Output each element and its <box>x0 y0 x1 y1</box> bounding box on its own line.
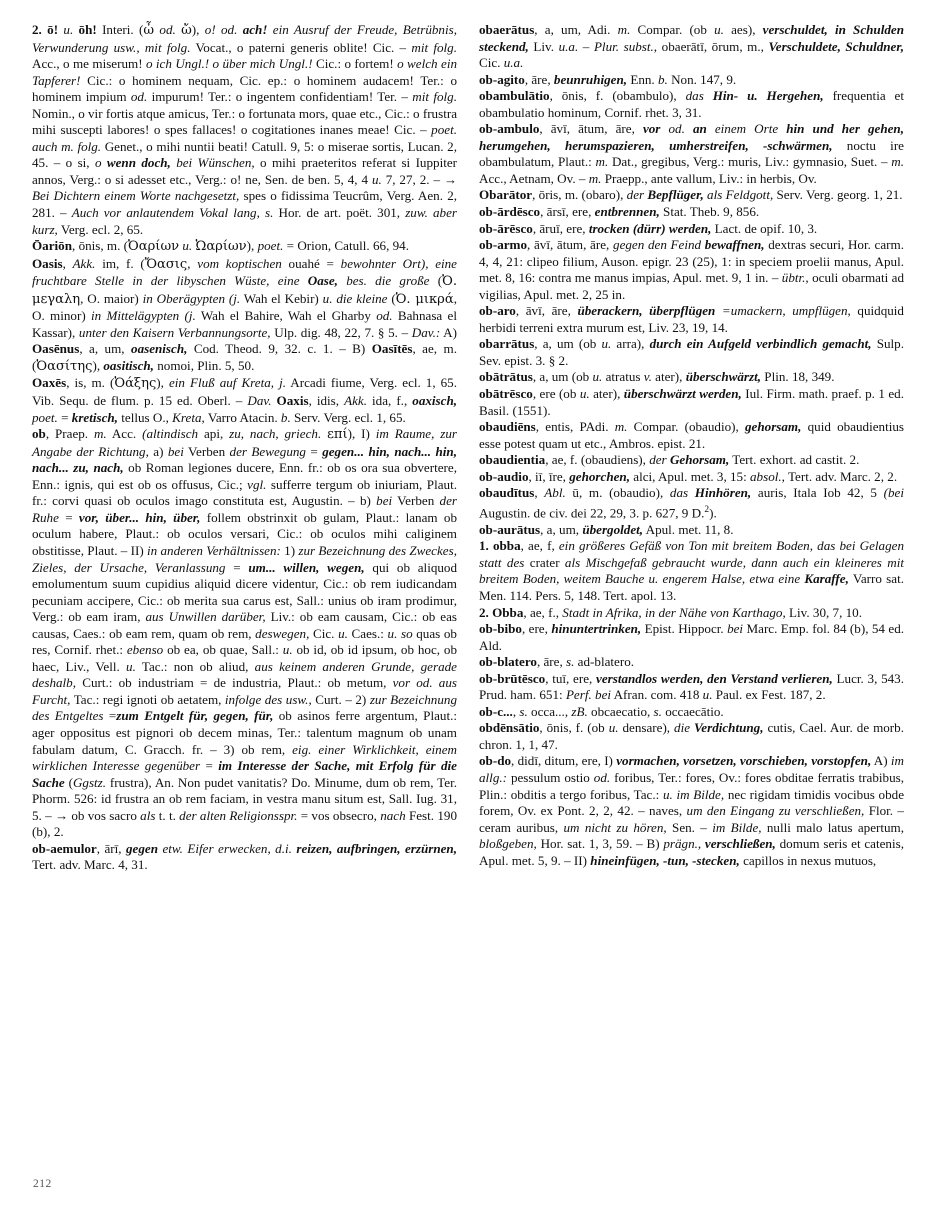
dictionary-entry: Oaxēs, is, m. (Ὀάξης), ein Fluß auf Kreta, j. Arcadi fiume, Verg. ecl. 1, 65. Vib. Sequ. de flum. p. 15 ed. Oberl. – Dav. Oaxis, idis, Akk. ida, f., oaxisch, poet. = kretisch, tellus O., Kreta, Varro Atacin. b. Serv. Verg. ecl. 1, 65. <box>32 375 458 425</box>
dictionary-entry: ob-armo, āvī, ātum, āre, gegen den Feind bewaffnen, dextras securi, Hor. carm. 4, 4, 21: clipeo filium, Auson. epigr. 23 (25), 1: in speciem proelii manus, Apul. met. 8, 16: contra me manus impias, Apul. met. 9, 1 in. – übtr., oculi obarmati ad vigilias, Apul. met. 2, 25 in. <box>479 237 904 302</box>
dictionary-entry: obātrātus, a, um (ob u. atratus v. ater), überschwärzt, Plin. 18, 349. <box>479 369 835 385</box>
dictionary-entry: ob-ambulo, āvī, ātum, āre, vor od. an einem Orte hin und her gehen, herumgehen, herumspazieren, umherstreifen, -schwärmen, noctu ire obambulatum, Plaut.: m. Dat., gregibus, Verg.: muris, Liv.: gymnasio, Suet. – m. Acc., Aetnam, Ov. – m. Praepp., ante vallum, Liv.: in herbis, Ov. <box>479 121 904 186</box>
dictionary-entry: 2. ō! u. ōh! Interi. (ὦ od. ὤ), o! od. ach! ein Ausruf der Freude, Betrübnis, Verwunderung usw., mit folg. Vocat., o paterni generis oblite! Cic. – mit folg. Acc., o me miserum! o ich Ungl.! o über mich Ungl.! Cic.: o fortem! o welch ein Tapferer! Cic.: o hominem nequam, Cic. ep.: o hominem audacem! Ter.: o hominem impium od. impurum! Ter.: o ingentem confidentiam! Ter. – mit folg. Nomin., o vir fortis atque amicus, Ter.: o fortunata mors, quae etc., Cic.: o frustra mihi suscepti labores! o spes fallaces! o cogitationes inanes meae! Cic. – poet. auch m. folg. Genet., o mihi nuntii beati! Catull. 9, 5: o miserae sortis, Lucan. 2, 45. – o si, o wenn doch, bei Wünschen, o mihi praeteritos referat si Iuppiter annos, Verg.: o si adesset etc., Verg.: o! ne, Sen. de ben. 5, 4, 4 u. 7, 27, 2. – → Bei Dichtern einem Worte nachgesetzt, spes o fidissima Teucrûm, Verg. Aen. 2, 281. – Auch vor anlautendem Vokal lang, s. Hor. de art. poët. 301, zuw. aber kurz, Verg. ecl. 2, 65. <box>32 22 458 237</box>
dictionary-entry: ob-aro, āvī, āre, überackern, überpflügen =umackern, umpflügen, quidquid herbidi terreni extra murum est, Liv. 23, 19, 14. <box>479 303 904 335</box>
dictionary-entry: 2. Obba, ae, f., Stadt in Afrika, in der Nähe von Karthago, Liv. 30, 7, 10. <box>479 604 863 620</box>
dictionary-entry: ob-brūtēsco, tuī, ere, verstandlos werden, den Verstand verlieren, Lucr. 3, 543. Prud. ham. 651: Perf. bei Afran. com. 418 u. Paul. ex Fest. 187, 2. <box>479 670 904 703</box>
dictionary-entry: obaudītus, Abl. ū, m. (obaudio), das Hinhören, auris, Itala Iob 42, 5 (bei Augustin. de civ. dei 22, 29, 3. p. 627, 9 D.$^2$). <box>479 485 904 521</box>
dictionary-entry: ob-aemulor, ārī, gegen etw. Eifer erwecken, d.i. reizen, aufbringen, erzürnen, Tert. adv. Marc. 4, 31. <box>32 840 457 873</box>
dictionary-entry: ob, Praep. m. Acc. (altindisch api, zu, nach, griech. επί), I) im Raume, zur Angabe der Richtung, a) bei Verben der Bewegung = gegen... hin, nach... hin, nach... zu, nach, ob Roman legiones ducere, Enn. fr.: ob os ora sua obvertere, Enn.: ignis, qui est ob os offusus, Cic.; vgl. sufferre tergum ob iniuriam, Plaut. fr.: corvi quasi ob oculos imago constituta est, Augustin. – b) bei Verben der Ruhe = vor, über... hin, über, follem obstrinxit ob gulam, Plaut.: lanam ob oculum habere, Plaut.: ob oculos versari, Cic.: ob oculos mihi caliginem obstitisse, Plaut. – II) in anderen Verhältnissen: 1) zur Bezeichnung des Zweckes, Zieles, der Ursache, Veranlassung = um... willen, wegen, qui ob aliquod emolumentum suum cupidius aliquid dicere videntur, Cic.: ob rem iudicandam pecuniam accipere, Cic.: ob merita sua carus est, Sall.: unius ob iram prodimur, Verg.: ob eam iram, aus Unwillen darüber, Liv.: ob eam causam, Cic.: ob eas causas, Caes.: ob eam rem, quam ob rem, deswegen, Cic. u. Caes.: u. so quas ob res, Cornif. rhet.: ebenso ob ea, ob quae, Sall.: u. ob id, ob id ipsum, ob hoc, ob haec, Liv., Vell. u. Tac.: non ob aliud, aus keinem anderen Grunde, gerade deshalb, Curt.: ob industriam = de industria, Plaut.: ob metum, vor od. aus Furcht, Tac.: regi ignoti ob aetatem, infolge des usw., Curt. – 2) zur Bezeichnung des Entgeltes =zum Entgelt für, gegen, für, ob asinos ferre argentum, Plaut.: ager oppositus est pignori ob decem minas, Ter.: talentum magnum ob unam fabulam datum, C. Gracch. fr. – 3) ob rem, eig. einer Wirklichkeit, einem wirklichen Interesse gegenüber = im Interesse der Sache, mit Erfolg für die Sache (Ggstz. frustra), An. Non pudet vanitatis? Do. Minume, dum ob rem, Ter. Phorm. 526: id frustra an ob rem faciam, in vestra manu situm est, Sall. Iug. 31, 5. – → ob vos sacro als t. t. der alten Religionsspr. = vos obsecro, nach Fest. 190 (b), 2. <box>32 426 458 840</box>
dictionary-entry: obarrātus, a, um (ob u. arra), durch ein Aufgeld verbindlich gemacht, Sulp. Sev. epist. 3. § 2. <box>479 336 905 368</box>
right-column <box>479 22 904 1152</box>
dictionary-entry: 1. obba, ae, f, ein größeres Gefäß von Ton mit breitem Boden, das bei Gelagen statt des crater als Mischgefaß gebraucht wurde, dann auch ein kleineres mit breitem Boden, weitem Bauche u. engerem Halse, etwa eine Karaffe, Varro sat. Men. 114. Pers. 5, 148. Tert. apol. 13. <box>479 538 904 603</box>
dictionary-entry: Ōariōn, ōnis, m. (Ὀαρίων u. Ὠαρίων), poet. = Orion, Catull. 66, 94. <box>32 238 409 255</box>
dictionary-entry: Oasis, Akk. im, f. (Ὄασις, vom koptischen ouahé = bewohnter Ort), eine fruchtbare Stelle in der libyschen Wüste, eine Oase, bes. die große (Ὀ. μεγαλη, O. maior) in Oberägypten (j. Wah el Kebir) u. die kleine (Ὀ. μικρά, O. minor) in Mittelägypten (j. Wah el Bahire, Wah el Gharby od. Bahnasa el Kassar), unter den Kaisern Verbannungsorte, Ulp. dig. 48, 22, 7. § 5. – Dav.: A) Oasēnus, a, um, oasenisch, Cod. Theod. 9, 32. c. 1. – B) Oasītēs, ae, m. (Ὀασίτης), oasitisch, nomoi, Plin. 5, 50. <box>32 255 457 374</box>
page-number: 212 <box>33 1178 52 1190</box>
dictionary-entry: ob-ārēsco, āruī, ere, trocken (dürr) werden, Lact. de opif. 10, 3. <box>479 220 818 236</box>
dictionary-entry: ob-bibo, ere, hinuntertrinken, Epist. Hippocr. bei Marc. Emp. fol. 84 (b), 54 ed. Ald. <box>479 621 905 653</box>
dictionary-entry: ob-audio, iī, īre, gehorchen, alci, Apul. met. 3, 15: absol., Tert. adv. Marc. 2, 2. <box>479 468 898 484</box>
dictionary-entry: obdēnsātio, ōnis, f. (ob u. densare), die Verdichtung, cutis, Cael. Aur. de morb. chron. 1, 1, 47. <box>479 720 904 752</box>
dictionary-entry: ob-ārdēsco, ārsī, ere, entbrennen, Stat. Theb. 9, 856. <box>479 204 760 220</box>
dictionary-entry: ob-do, didī, ditum, ere, I) vormachen, vorsetzen, vorschieben, vorstopfen, A) im allg.: pessulum ostio od. foribus, Ter.: fores, Ov.: fores obditae ferratis trabibus, Plin.: obditis a tergo foribus, Tac.: u. im Bilde, nec rigidam timidis vocibus obde forem, Ov. ex Pont. 2, 2, 42. – naves, um den Eingang zu verschließen, Flor. – ceram auribus, um nicht zu hören, Sen. – im Bilde, nulli malo latus apertum, bloßgeben, Hor. sat. 1, 3, 59. – B) prägn., verschließen, domum seris et catenis, Apul. met. 5, 9. – II) hineinfügen, -tun, -stecken, capillos in nexus mutuos, <box>479 753 905 868</box>
two-column-text-body <box>32 22 904 1152</box>
left-column <box>32 22 457 1152</box>
dictionary-entry: ob-aurātus, a, um, übergoldet, Apul. met. 11, 8. <box>479 521 734 537</box>
dictionary-entry: Obarātor, ōris, m. (obaro), der Bepflüger, als Feldgott, Serv. Verg. georg. 1, 21. <box>479 187 903 203</box>
dictionary-entry: ob-c..., s. occa..., zB. obcaecatio, s. occaecātio. <box>479 703 724 719</box>
dictionary-entry: obaerātus, a, um, Adi. m. Compar. (ob u. aes), verschuldet, in Schulden steckend, Liv. u.a. – Plur. subst., obaerātī, ōrum, m., Verschuldete, Schuldner, Cic. u.a. <box>479 22 905 71</box>
dictionary-entry: ob-agito, āre, beunruhigen, Enn. b. Non. 147, 9. <box>479 71 737 87</box>
dictionary-entry: obātrēsco, ere (ob u. ater), überschwärzt werden, Iul. Firm. math. praef. p. 1 ed. Basil. (1551). <box>479 386 904 418</box>
dictionary-entry: ob-blatero, āre, s. ad-blatero. <box>479 654 635 670</box>
dictionary-entry: obaudiēns, entis, PAdi. m. Compar. (obaudio), gehorsam, quid obaudientius esse potest quam ut etc., Ambros. epist. 21. <box>479 419 905 451</box>
dictionary-entry: obambulātio, ōnis, f. (obambulo), das Hin- u. Hergehen, frequentia et obambulatio hominum, Cornif. rhet. 3, 31. <box>479 88 904 120</box>
dictionary-entry: obaudientia, ae, f. (obaudiens), der Gehorsam, Tert. exhort. ad castit. 2. <box>479 452 860 468</box>
